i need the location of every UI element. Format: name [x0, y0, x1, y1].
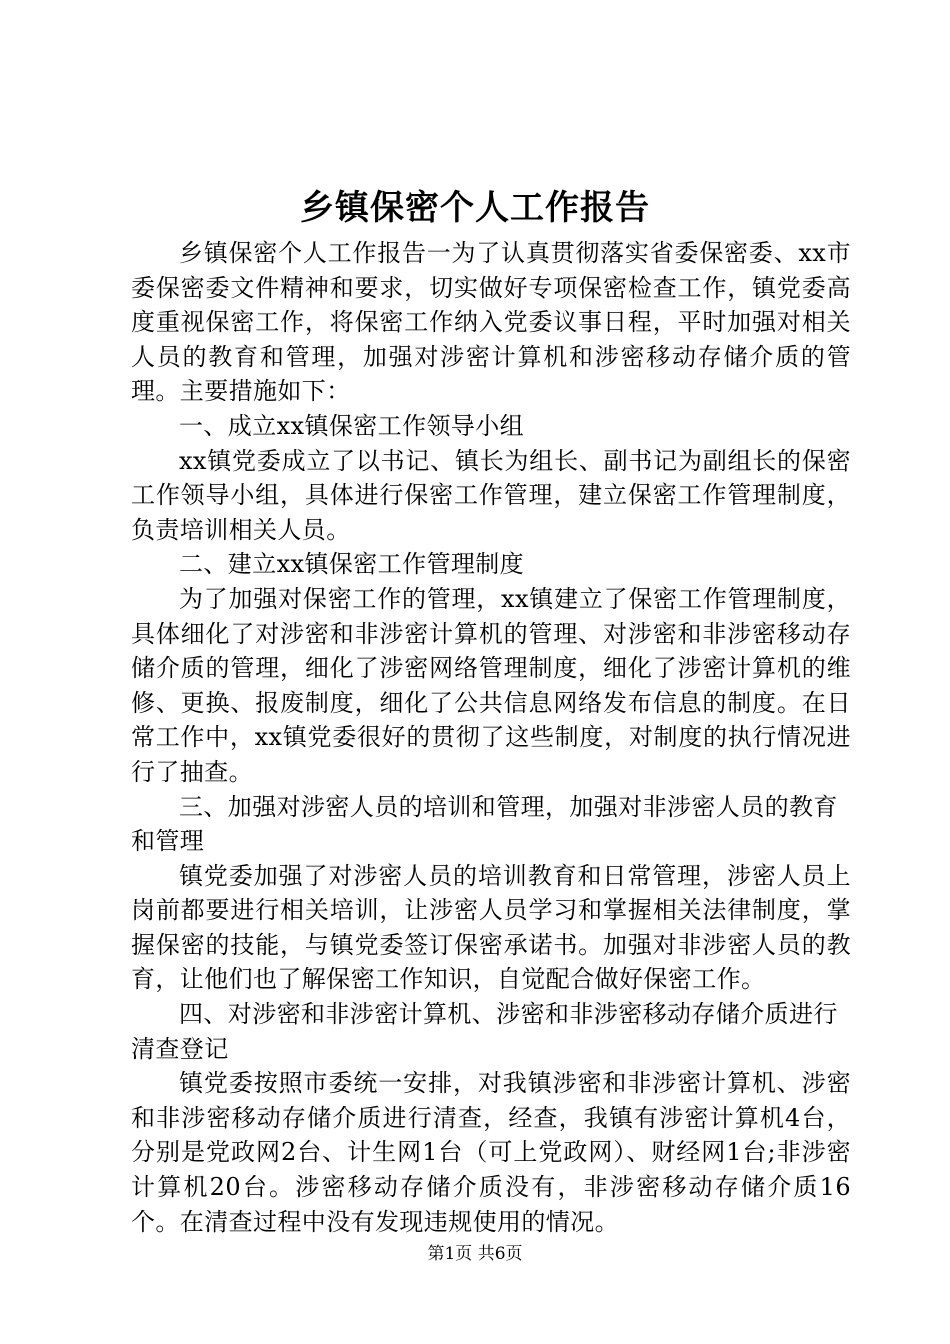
- section-4-body: 镇党委按照市委统一安排，对我镇涉密和非涉密计算机、涉密和非涉密移动存储介质进行清查，经查，我镇有涉密计算机4台，分别是党政网2台、计生网1台（可上党政网）、财经网1台;非涉密计算机20台。涉密移动存储介质没有，非涉密移动存储介质16个。在清查过程中没有发现违规使用的情况。: [131, 1069, 851, 1236]
- section-1-body: xx镇党委成立了以书记、镇长为组长、副书记为副组长的保密工作领导小组，具体进行保密工作管理，建立保密工作管理制度，负责培训相关人员。: [131, 446, 851, 544]
- page-footer: [0, 1242, 950, 1266]
- section-3-heading: 三、加强对涉密人员的培训和管理，加强对非涉密人员的教育和管理: [131, 792, 838, 856]
- section-2-body: 为了加强对保密工作的管理，xx镇建立了保密工作管理制度，具体细化了对涉密和非涉密计算机的管理、对涉密和非涉密移动存储介质的管理，细化了涉密网络管理制度，细化了涉密计算机的维修、更换、报废制度，细化了公共信息网络发布信息的制度。在日常工作中，xx镇党委很好的贯彻了这些制度，对制度的执行情况进行了抽查。: [131, 584, 851, 786]
- intro-paragraph: 乡镇保密个人工作报告一为了认真贯彻落实省委保密委、xx市委保密委文件精神和要求，切实做好专项保密检查工作，镇党委高度重视保密工作，将保密工作纳入党委议事日程，平时加强对相关人员的教育和管理，加强对涉密计算机和涉密移动存储介质的管理。主要措施如下：: [131, 239, 851, 406]
- page-total: 共6页: [477, 1244, 523, 1264]
- page-number: 第1页: [427, 1244, 473, 1264]
- document-title: 乡镇保密个人工作报告: [300, 188, 650, 228]
- section-2-heading: 二、建立xx镇保密工作管理制度: [179, 550, 525, 579]
- section-3-body: 镇党委加强了对涉密人员的培训教育和日常管理，涉密人员上岗前都要进行相关培训，让涉密人员学习和掌握相关法律制度，掌握保密的技能，与镇党委签订保密承诺书。加强对非涉密人员的教育，让他们也了解保密工作知识，自觉配合做好保密工作。: [131, 861, 851, 994]
- document-body: [131, 236, 851, 1239]
- section-1-heading: 一、成立xx镇保密工作领导小组: [179, 411, 525, 440]
- section-4-heading: 四、对涉密和非涉密计算机、涉密和非涉密移动存储介质进行清查登记: [131, 1000, 838, 1063]
